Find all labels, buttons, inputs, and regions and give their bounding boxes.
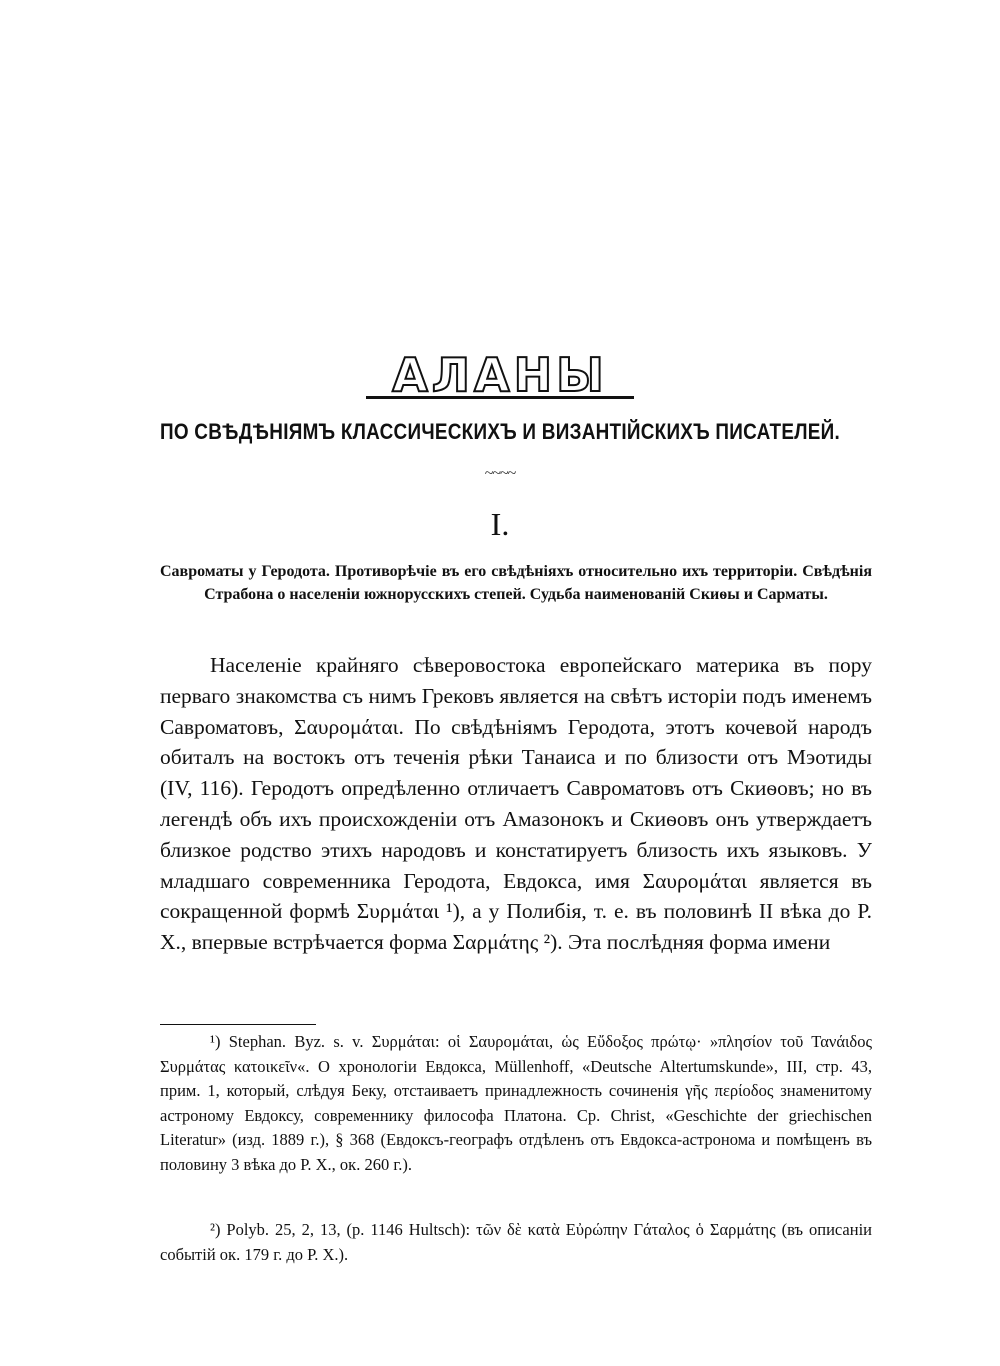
body-paragraph-wrapper [160,650,872,958]
page-subtitle: ПО СВѢДѢНІЯМЪ КЛАССИЧЕСКИХЪ И ВИЗАНТІЙСКИХЪ ПИСАТЕЛЕЙ. [159,419,841,444]
footnote-separator [160,1024,316,1025]
body-paragraph: Населеніе крайняго сѣверовостока европейскаго материка въ пору перваго знакомства съ нимъ Грековъ является на свѣтъ исторіи подъ именемъ Савроматовъ, Σαυρομάται. По свѣдѣніямъ Геродота, этотъ кочевой народъ обиталъ на востокъ отъ теченія рѣки Танаиса и по близости отъ Мэотиды (IV, 116). Геродотъ опредѣленно отличаетъ Савроматовъ отъ Скиѳовъ; но въ легендѣ объ ихъ происхожденіи отъ Амазонокъ и Скиѳовъ онъ утверждаетъ близкое родство этихъ народовъ и констатируетъ близость ихъ языковъ. У младшаго современника Геродота, Евдокса, имя Σαυρομάται является въ сокращенной формѣ Συρμάται ¹), а у Полибія, т. е. въ половинѣ II вѣка до Р. Х., впервые встрѣчается форма Σαρμάτης ²). Эта послѣдняя форма имени [160,653,872,955]
section-summary: Савроматы у Геродота. Противорѣчіе въ его свѣдѣніяхъ относительно ихъ территоріи. Свѣдѣнія Страбона о населеніи южнорусскихъ степей. Судьба наименованій Скиѳы и Сарматы. [160,563,872,603]
footnote-2-wrapper [160,1218,872,1267]
section-number: I. [490,506,510,542]
footnote-1: ¹) Stephan. Byz. s. v. Συρμάται: οἱ Σαυρομάται, ὡς Εὔδοξος πρώτῳ· »πλησίον τοῦ Τανάιδος Συρμάτας κατοικεῖν«. О хронологіи Евдокса, Müllenhoff, «Deutsche Altertumskunde», III, стр. 43, прим. 1, который, слѣдуя Беку, отстаиваетъ принадлежность сочиненія γῆς περίοδος знаменитому астроному Евдоксу, современнику философа Платона. Ср. Christ, «Geschichte der griechischen Literatur» (изд. 1889 г.), § 368 (Евдоксъ-географъ отдѣленъ отъ Евдокса-астронома и помѣщенъ въ половину 3 вѣка до Р. Х., ок. 260 г.). [160,1032,872,1174]
ornament-divider: ~~~~ [484,465,516,482]
title-underline [366,396,634,399]
page-title: АЛАНЫ [392,348,608,402]
footnote-1-wrapper [160,1030,872,1177]
footnote-2: ²) Polyb. 25, 2, 13, (p. 1146 Hultsch): τῶν δὲ κατὰ Εὐρώπην Γάταλος ὁ Σαρμάτης (въ описаніи событій ок. 179 г. до Р. Х.). [160,1220,872,1264]
